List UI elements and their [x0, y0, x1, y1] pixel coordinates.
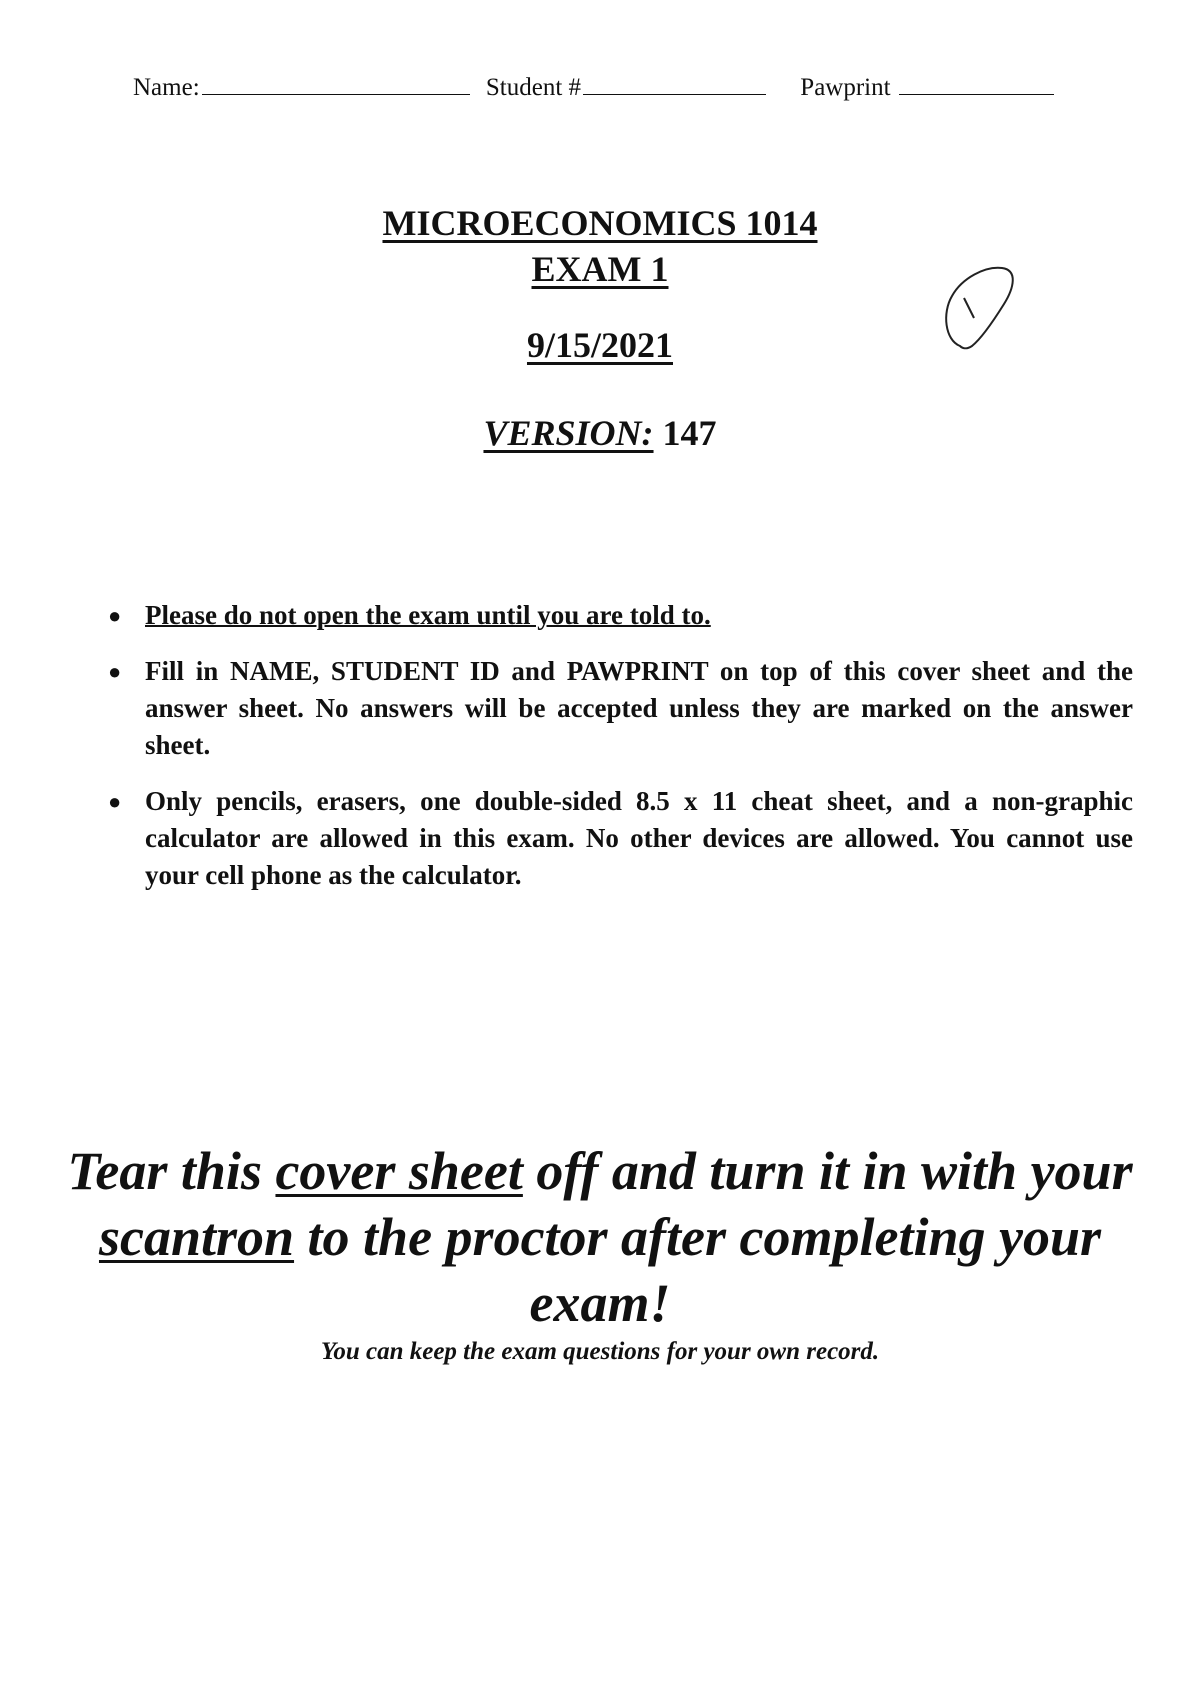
- exam-date: 9/15/2021: [526, 325, 673, 365]
- instruction-text: Only pencils, erasers, one double-sided 8.5 x 11 cheat sheet, and a non-graphic calculator are allowed in this exam. No other devices are allowed. You cannot use your cell phone as the calculator.: [145, 786, 1133, 890]
- pawprint-label: Pawprint: [800, 74, 891, 101]
- notice-cover-sheet: cover sheet: [275, 1141, 523, 1201]
- bullet-icon: ●: [108, 789, 122, 814]
- header-fields: [133, 72, 1093, 102]
- name-field: [133, 72, 470, 102]
- pawprint-blank: [899, 72, 1054, 95]
- title-block: [0, 200, 1200, 454]
- exam-title: EXAM 1: [531, 249, 669, 289]
- student-number-label: Student #: [485, 74, 582, 101]
- notice-part-1: Tear this: [67, 1141, 276, 1201]
- instruction-item: [108, 597, 1133, 634]
- pawprint-field: [800, 72, 1053, 102]
- instructions-list: [108, 597, 1133, 913]
- version-label: VERSION:: [483, 413, 654, 453]
- name-blank: [202, 72, 470, 95]
- name-label: Name:: [133, 74, 200, 101]
- student-number-field: [486, 72, 766, 102]
- version-number: 147: [662, 413, 717, 453]
- bullet-icon: ●: [108, 603, 122, 628]
- instruction-item: [108, 653, 1133, 764]
- version-line: [0, 412, 1200, 454]
- notice-part-2: off and turn it in with your: [522, 1141, 1133, 1201]
- bullet-icon: ●: [108, 659, 122, 684]
- handwritten-scribble-icon: [940, 258, 1020, 358]
- notice-part-3: to the proctor after completing your exam!: [294, 1207, 1102, 1333]
- course-title: MICROECONOMICS 1014: [382, 203, 818, 243]
- instruction-text: Fill in NAME, STUDENT ID and PAWPRINT on top of this cover sheet and the answer sheet. No answers will be accepted unless they are marked on the answer sheet.: [145, 656, 1133, 760]
- keep-questions-note: You can keep the exam questions for your own record.: [320, 1338, 880, 1365]
- notice-scantron: scantron: [98, 1207, 295, 1267]
- student-number-blank: [583, 72, 766, 95]
- instruction-item: [108, 783, 1133, 894]
- instruction-text: Please do not open the exam until you are told to.: [145, 600, 711, 630]
- tear-off-notice: [40, 1138, 1160, 1336]
